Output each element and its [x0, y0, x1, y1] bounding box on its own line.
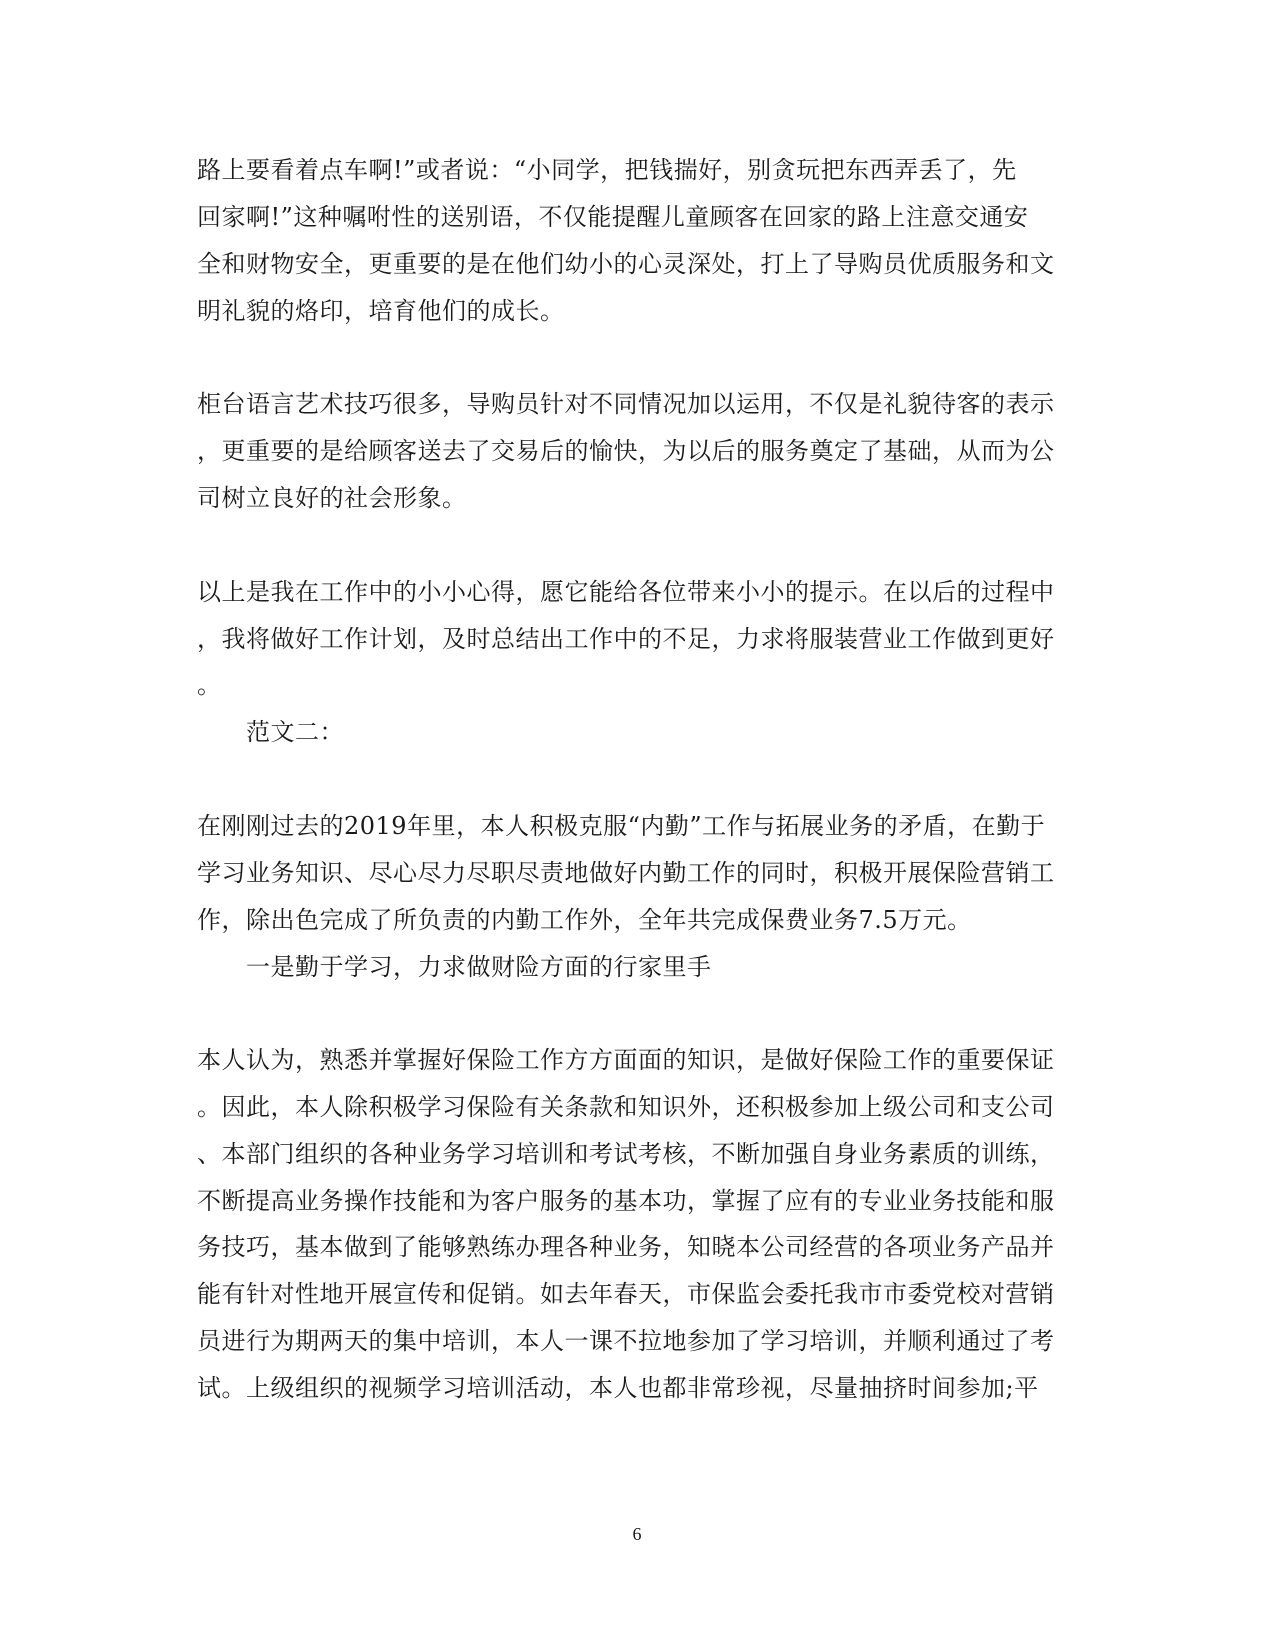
section-heading: 范文二： — [246, 718, 344, 746]
text-line: 明礼貌的烙印，培育他们的成长。 — [197, 297, 565, 325]
text-line: ，我将做好工作计划，及时总结出工作中的不足，力求将服装营业工作做到更好 — [197, 625, 1055, 653]
text-line: 路上要看着点车啊!”或者说：“小同学，把钱揣好，别贪玩把东西弄丢了，先 — [197, 156, 1017, 184]
text-line: 能有针对性地开展宣传和促销。如去年春天，市保监会委托我市市委党校对营销 — [197, 1280, 1055, 1308]
text-line: 员进行为期两天的集中培训，本人一课不拉地参加了学习培训，并顺利通过了考 — [197, 1327, 1055, 1355]
subsection-heading: 一是勤于学习，力求做财险方面的行家里手 — [246, 953, 712, 981]
page-number: 6 — [632, 1524, 642, 1544]
text-line: 以上是我在工作中的小小心得，愿它能给各位带来小小的提示。在以后的过程中 — [197, 578, 1055, 606]
text-line: 本人认为，熟悉并掌握好保险工作方方面面的知识，是做好保险工作的重要保证 — [197, 1046, 1055, 1074]
text-line: 、本部门组织的各种业务学习培训和考试考核，不断加强自身业务素质的训练， — [197, 1140, 1055, 1168]
text-line: 作，除出色完成了所负责的内勤工作外，全年共完成保费业务7.5万元。 — [197, 906, 972, 934]
text-line: 务技巧，基本做到了能够熟练办理各种业务，知晓本公司经营的各项业务产品并 — [197, 1233, 1055, 1261]
text-line: 全和财物安全，更重要的是在他们幼小的心灵深处，打上了导购员优质服务和文 — [197, 250, 1055, 278]
text-line: 柜台语言艺术技巧很多，导购员针对不同情况加以运用，不仅是礼貌待客的表示 — [197, 390, 1055, 418]
text-line: 回家啊!”这种嘱咐性的送别语，不仅能提醒儿童顾客在回家的路上注意交通安 — [197, 203, 1029, 231]
text-line: 学习业务知识、尽心尽力尽职尽责地做好内勤工作的同时，积极开展保险营销工 — [197, 859, 1055, 887]
text-line: 。 — [197, 671, 222, 699]
text-line: ，更重要的是给顾客送去了交易后的愉快，为以后的服务奠定了基础，从而为公 — [197, 437, 1055, 465]
text-line: 司树立良好的社会形象。 — [197, 484, 467, 512]
text-line: 在刚刚过去的2019年里，本人积极克服“内勤”工作与拓展业务的矛盾，在勤于 — [197, 812, 1046, 840]
text-line: 。因此，本人除积极学习保险有关条款和知识外，还积极参加上级公司和支公司 — [197, 1093, 1055, 1121]
text-line: 试。上级组织的视频学习培训活动，本人也都非常珍视，尽量抽挤时间参加;平 — [197, 1374, 1039, 1402]
text-line: 不断提高业务操作技能和为客户服务的基本功，掌握了应有的专业业务技能和服 — [197, 1187, 1055, 1215]
